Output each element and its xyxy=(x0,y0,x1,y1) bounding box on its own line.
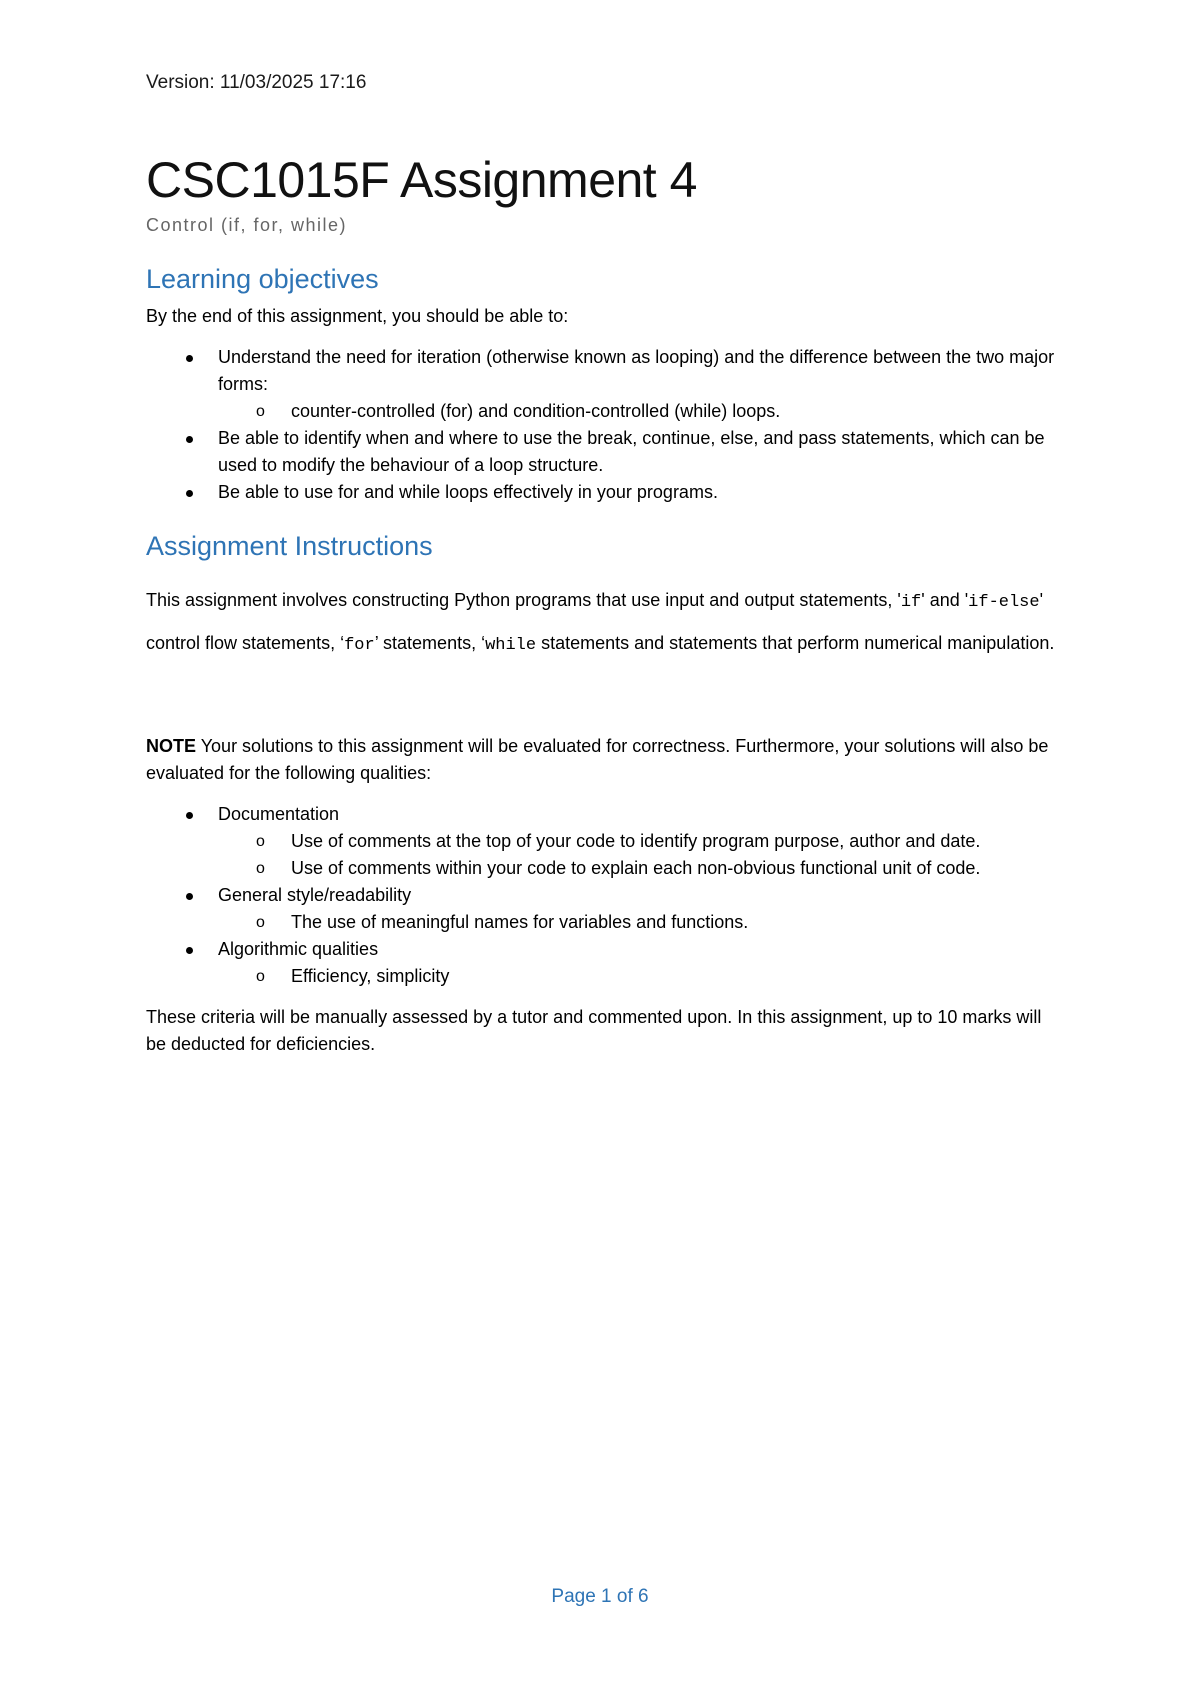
sub-list xyxy=(218,398,1066,425)
list-item-text: Documentation xyxy=(218,804,340,824)
sub-list-item-text: counter-controlled (for) and condition-controlled (while) loops. xyxy=(291,401,781,421)
sub-list xyxy=(218,909,1066,936)
list-item xyxy=(146,936,1066,990)
list-item xyxy=(146,882,1066,936)
list-item xyxy=(146,344,1066,425)
note-paragraph xyxy=(146,733,1066,787)
sub-list-item xyxy=(218,855,1066,882)
list-item-text: Be able to use for and while loops effectively in your programs. xyxy=(218,482,718,502)
instructions-text: ' and ' xyxy=(921,590,969,610)
sub-list xyxy=(218,828,1066,882)
assignment-instructions-heading: Assignment Instructions xyxy=(146,531,433,561)
document-body xyxy=(146,150,1066,1058)
version-header: Version: 11/03/2025 17:16 xyxy=(146,72,367,93)
learning-intro: By the end of this assignment, you should be able to: xyxy=(146,306,569,326)
list-item-text: Understand the need for iteration (otherwise known as looping) and the difference between the two major forms: xyxy=(218,347,1055,394)
document-subtitle: Control (if, for, while) xyxy=(146,215,348,235)
page-number-footer: Page 1 of 6 xyxy=(551,1586,649,1607)
code-keyword: if-else xyxy=(968,593,1040,612)
hollow-bullet-icon: o xyxy=(256,403,265,420)
bullet-icon xyxy=(186,893,193,900)
instructions-text: ’ statements, ‘ xyxy=(374,633,486,653)
criteria-paragraph: These criteria will be manually assessed by a tutor and commented upon. In this assignment, up to 10 marks will be deducted for deficiencies. xyxy=(146,1007,1042,1054)
hollow-bullet-icon: o xyxy=(256,833,265,850)
note-text: Your solutions to this assignment will be evaluated for correctness. Furthermore, your solutions will also be evaluated for the following qualities: xyxy=(146,736,1049,783)
learning-objectives-heading: Learning objectives xyxy=(146,264,379,294)
instructions-paragraph xyxy=(146,580,1066,666)
hollow-bullet-icon: o xyxy=(256,968,265,985)
code-keyword: for xyxy=(344,636,375,655)
hollow-bullet-icon: o xyxy=(256,914,265,931)
list-item xyxy=(146,801,1066,882)
code-keyword: while xyxy=(485,636,537,655)
bullet-icon xyxy=(186,490,193,497)
list-item-text: General style/readability xyxy=(218,885,412,905)
instructions-text: statements and statements that perform numerical manipulation. xyxy=(536,633,1055,653)
code-keyword: if xyxy=(900,593,922,612)
sub-list-item xyxy=(218,398,1066,425)
sub-list-item xyxy=(218,963,1066,990)
list-item xyxy=(146,425,1066,479)
hollow-bullet-icon: o xyxy=(256,860,265,877)
sub-list-item xyxy=(218,828,1066,855)
sub-list-item-text: Use of comments within your code to explain each non-obvious functional unit of code. xyxy=(291,858,981,878)
bullet-icon xyxy=(186,812,193,819)
list-item xyxy=(146,479,1066,506)
sub-list xyxy=(218,963,1066,990)
sub-list-item xyxy=(218,909,1066,936)
document-title: CSC1015F Assignment 4 xyxy=(146,152,697,208)
sub-list-item-text: The use of meaningful names for variables and functions. xyxy=(291,912,749,932)
sub-list-item-text: Use of comments at the top of your code to identify program purpose, author and date. xyxy=(291,831,981,851)
sub-list-item-text: Efficiency, simplicity xyxy=(291,966,450,986)
list-item-text: Be able to identify when and where to use the break, continue, else, and pass statements, which can be used to modify the behaviour of a loop structure. xyxy=(218,428,1045,475)
qualities-list xyxy=(146,801,1066,990)
instructions-text: ' control flow statements, ‘ xyxy=(146,590,1044,653)
note-label: NOTE xyxy=(146,736,197,756)
bullet-icon xyxy=(186,947,193,954)
instructions-text: This assignment involves constructing Python programs that use input and output statements, ' xyxy=(146,590,901,610)
bullet-icon xyxy=(186,355,193,362)
list-item-text: Algorithmic qualities xyxy=(218,939,379,959)
learning-objectives-list xyxy=(146,344,1066,506)
bullet-icon xyxy=(186,436,193,443)
